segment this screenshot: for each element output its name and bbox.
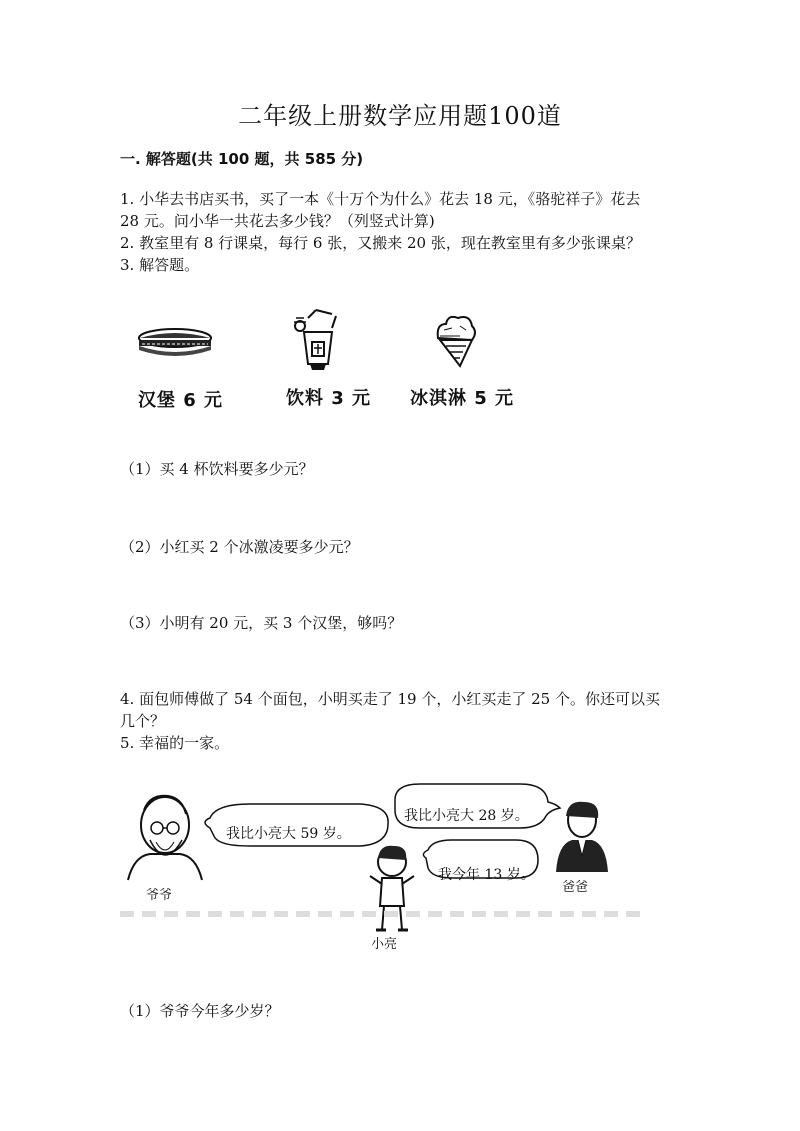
question-5-sub-1: （1）爷爷今年多少岁？	[120, 1002, 280, 1020]
question-3-sub-2: （2）小红买 2 个冰激凌要多少元？	[120, 538, 359, 556]
icecream-icon	[430, 312, 480, 374]
question-3: 3. 解答题。	[120, 256, 200, 274]
dad-label: 爸爸	[562, 880, 589, 895]
hamburger-icon	[130, 320, 220, 370]
grandpa-icon	[128, 796, 202, 880]
dad-speech: 我比小亮大 28 岁。	[404, 808, 529, 824]
question-3-sub-1: （1）买 4 杯饮料要多少元？	[120, 460, 314, 478]
boy-icon	[370, 846, 414, 930]
page-title: 二年级上册数学应用题100道	[238, 102, 562, 130]
question-1	[120, 188, 690, 232]
dad-icon	[556, 802, 608, 872]
question-2: 2. 教室里有 8 行课桌，每行 6 张，又搬来 20 张，现在教室里有多少张课桌？	[120, 234, 641, 252]
icecream-price-label: 冰淇淋 5 元	[410, 388, 515, 409]
question-5: 5. 幸福的一家。	[120, 734, 230, 752]
drink-price-label: 饮料 3 元	[286, 388, 372, 409]
family-illustration	[120, 780, 640, 950]
grandpa-speech: 我比小亮大 59 岁。	[226, 826, 351, 842]
section-heading: 一. 解答题(共 100 题，共 585 分)	[120, 150, 364, 168]
grandpa-label: 爷爷	[146, 888, 173, 903]
question-3-sub-3: （3）小明有 20 元，买 3 个汉堡，够吗？	[120, 614, 403, 632]
question-1-line-2: 28 元。问小华一共花去多少钱？（列竖式计算)	[120, 212, 435, 230]
question-1-line-1: 1. 小华去书店买书，买了一本《十万个为什么》花去 18 元，《骆驼祥子》花去	[120, 190, 641, 208]
question-4	[120, 688, 690, 732]
xiaoliang-label: 小亮	[371, 937, 398, 952]
drink-icon	[288, 308, 348, 376]
question-4-line-1: 4. 面包师傅做了 54 个面包，小明买走了 19 个，小红买走了 25 个。你还可以买	[120, 690, 660, 708]
hamburger-price-label: 汉堡 6 元	[138, 390, 224, 411]
xiaoliang-speech: 我今年 13 岁。	[438, 867, 535, 883]
question-4-line-2: 几个？	[120, 712, 166, 730]
